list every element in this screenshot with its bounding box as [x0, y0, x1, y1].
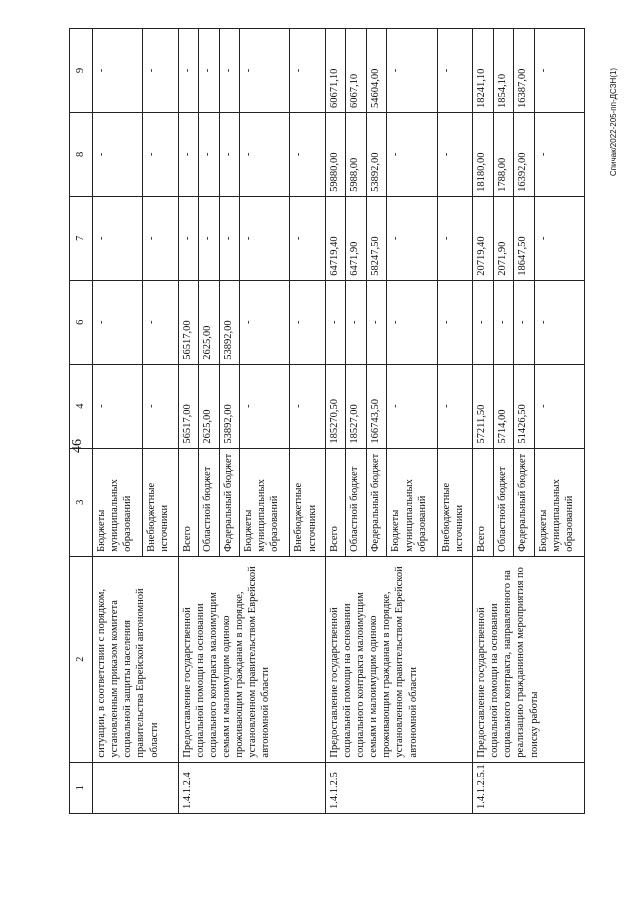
source-cell: Федеральный бюджет	[366, 448, 387, 556]
value-cell: -	[199, 196, 220, 280]
value-cell: 1788,00	[493, 112, 514, 196]
value-cell: 51426,50	[514, 364, 535, 448]
col-header-4: 4	[70, 364, 93, 448]
source-cell: Внебюджетные источники	[437, 448, 472, 556]
source-cell: Федеральный бюджет	[514, 448, 535, 556]
value-cell: -	[493, 280, 514, 364]
source-cell: Внебюджетные источники	[143, 448, 178, 556]
value-cell: -	[534, 196, 584, 280]
value-cell: 1854,10	[493, 29, 514, 113]
source-cell: Областной бюджет	[493, 448, 514, 556]
footer-stamp: Спичак/2022-205-пп-ДСЗН(1)	[609, 67, 618, 177]
value-cell: -	[437, 364, 472, 448]
value-cell: -	[143, 112, 178, 196]
value-cell: 5988,00	[346, 112, 367, 196]
value-cell: -	[290, 364, 325, 448]
value-cell: -	[514, 280, 535, 364]
value-cell: -	[290, 29, 325, 113]
item-id-cell: 1.4.1.2.4	[178, 762, 325, 813]
value-cell: 58247,50	[366, 196, 387, 280]
value-cell: -	[93, 280, 143, 364]
value-cell: -	[437, 112, 472, 196]
value-cell: 2071,90	[493, 196, 514, 280]
item-description: Предоставление государственной социальной помощи на основании социального контракта малоимущим семьям и малоимущим одиноко проживающим гражданам в порядке, установленном правительством Еврейской автономной области	[325, 556, 472, 762]
value-cell: -	[534, 29, 584, 113]
value-cell: 18241,10	[473, 29, 494, 113]
value-cell: 6471,90	[346, 196, 367, 280]
value-cell: 16387,00	[514, 29, 535, 113]
value-cell: 185270,50	[325, 364, 346, 448]
source-cell: Внебюджетные источники	[290, 448, 325, 556]
value-cell: 20719,40	[473, 196, 494, 280]
value-cell: -	[387, 364, 437, 448]
page-number: 46	[70, 439, 85, 453]
value-cell: -	[437, 280, 472, 364]
value-cell: 18527,00	[346, 364, 367, 448]
source-cell: Федеральный бюджет	[219, 448, 240, 556]
item-description: ситуации, в соответствии с порядком, установленным приказом комитета социальной защиты населения правительства Еврейской автономной области	[93, 556, 179, 762]
value-cell: -	[534, 280, 584, 364]
value-cell: -	[437, 196, 472, 280]
value-cell: 18647,50	[514, 196, 535, 280]
value-cell: -	[387, 280, 437, 364]
value-cell: -	[290, 112, 325, 196]
value-cell: 2625,00	[199, 280, 220, 364]
col-header-1: 1	[70, 762, 93, 813]
source-cell: Бюджеты муниципальных образований	[387, 448, 437, 556]
value-cell: 166743,50	[366, 364, 387, 448]
value-cell: -	[346, 280, 367, 364]
budget-table-container	[69, 28, 585, 814]
value-cell: 6067,10	[346, 29, 367, 113]
value-cell: 53892,00	[219, 280, 240, 364]
source-cell: Всего	[178, 448, 199, 556]
value-cell: -	[240, 364, 290, 448]
budget-table	[69, 28, 585, 814]
table-row	[93, 29, 143, 814]
value-cell: 56517,00	[178, 364, 199, 448]
source-cell: Областной бюджет	[199, 448, 220, 556]
value-cell: 56517,00	[178, 280, 199, 364]
value-cell: -	[93, 364, 143, 448]
item-id-cell: 1.4.1.2.5.1	[473, 762, 585, 813]
value-cell: -	[387, 112, 437, 196]
col-header-2: 2	[70, 556, 93, 762]
value-cell: -	[534, 112, 584, 196]
item-description: Предоставление государственной социальной помощи на основании социального контракта малоимущим семьям и малоимущим одиноко проживающим гражданам в порядке, установленном правительством Еврейской автономной области	[178, 556, 325, 762]
source-cell: Бюджеты муниципальных образований	[534, 448, 584, 556]
value-cell: -	[366, 280, 387, 364]
value-cell: -	[534, 364, 584, 448]
value-cell: -	[290, 196, 325, 280]
value-cell: 53892,00	[219, 364, 240, 448]
value-cell: -	[178, 112, 199, 196]
value-cell: -	[240, 196, 290, 280]
value-cell: 5714,00	[493, 364, 514, 448]
value-cell: -	[178, 29, 199, 113]
value-cell: -	[387, 196, 437, 280]
col-header-9: 9	[70, 29, 93, 113]
value-cell: 53892,00	[366, 112, 387, 196]
value-cell: 64719,40	[325, 196, 346, 280]
value-cell: -	[240, 29, 290, 113]
value-cell: -	[143, 280, 178, 364]
value-cell: -	[143, 29, 178, 113]
value-cell: -	[219, 29, 240, 113]
value-cell: -	[199, 112, 220, 196]
value-cell: -	[473, 280, 494, 364]
value-cell: -	[387, 29, 437, 113]
value-cell: -	[199, 29, 220, 113]
header-row	[70, 29, 93, 814]
source-cell: Всего	[473, 448, 494, 556]
source-cell: Бюджеты муниципальных образований	[240, 448, 290, 556]
value-cell: 16392,00	[514, 112, 535, 196]
value-cell: 59880,00	[325, 112, 346, 196]
value-cell: -	[325, 280, 346, 364]
value-cell: -	[219, 196, 240, 280]
col-header-6: 6	[70, 280, 93, 364]
source-cell: Бюджеты муниципальных образований	[93, 448, 143, 556]
item-id-cell: 1.4.1.2.5	[325, 762, 472, 813]
value-cell: -	[93, 112, 143, 196]
source-cell: Областной бюджет	[346, 448, 367, 556]
value-cell: 57211,50	[473, 364, 494, 448]
item-id-cell	[93, 762, 179, 813]
value-cell: -	[143, 196, 178, 280]
value-cell: 2625,00	[199, 364, 220, 448]
value-cell: -	[437, 29, 472, 113]
table-row	[473, 29, 494, 814]
item-description: Предоставление государственной социальной помощи на основании социального контракта, направленного на реализацию гражданином мероприятия по поиску работы	[473, 556, 585, 762]
source-cell: Всего	[325, 448, 346, 556]
table-row	[325, 29, 346, 814]
value-cell: -	[240, 112, 290, 196]
col-header-8: 8	[70, 112, 93, 196]
value-cell: -	[93, 29, 143, 113]
value-cell: -	[143, 364, 178, 448]
col-header-3: 3	[70, 448, 93, 556]
table-row	[178, 29, 199, 814]
value-cell: -	[240, 280, 290, 364]
value-cell: 18180,00	[473, 112, 494, 196]
value-cell: -	[93, 196, 143, 280]
value-cell: -	[290, 280, 325, 364]
value-cell: 60671,10	[325, 29, 346, 113]
value-cell: -	[219, 112, 240, 196]
value-cell: 54604,00	[366, 29, 387, 113]
value-cell: -	[178, 196, 199, 280]
col-header-7: 7	[70, 196, 93, 280]
